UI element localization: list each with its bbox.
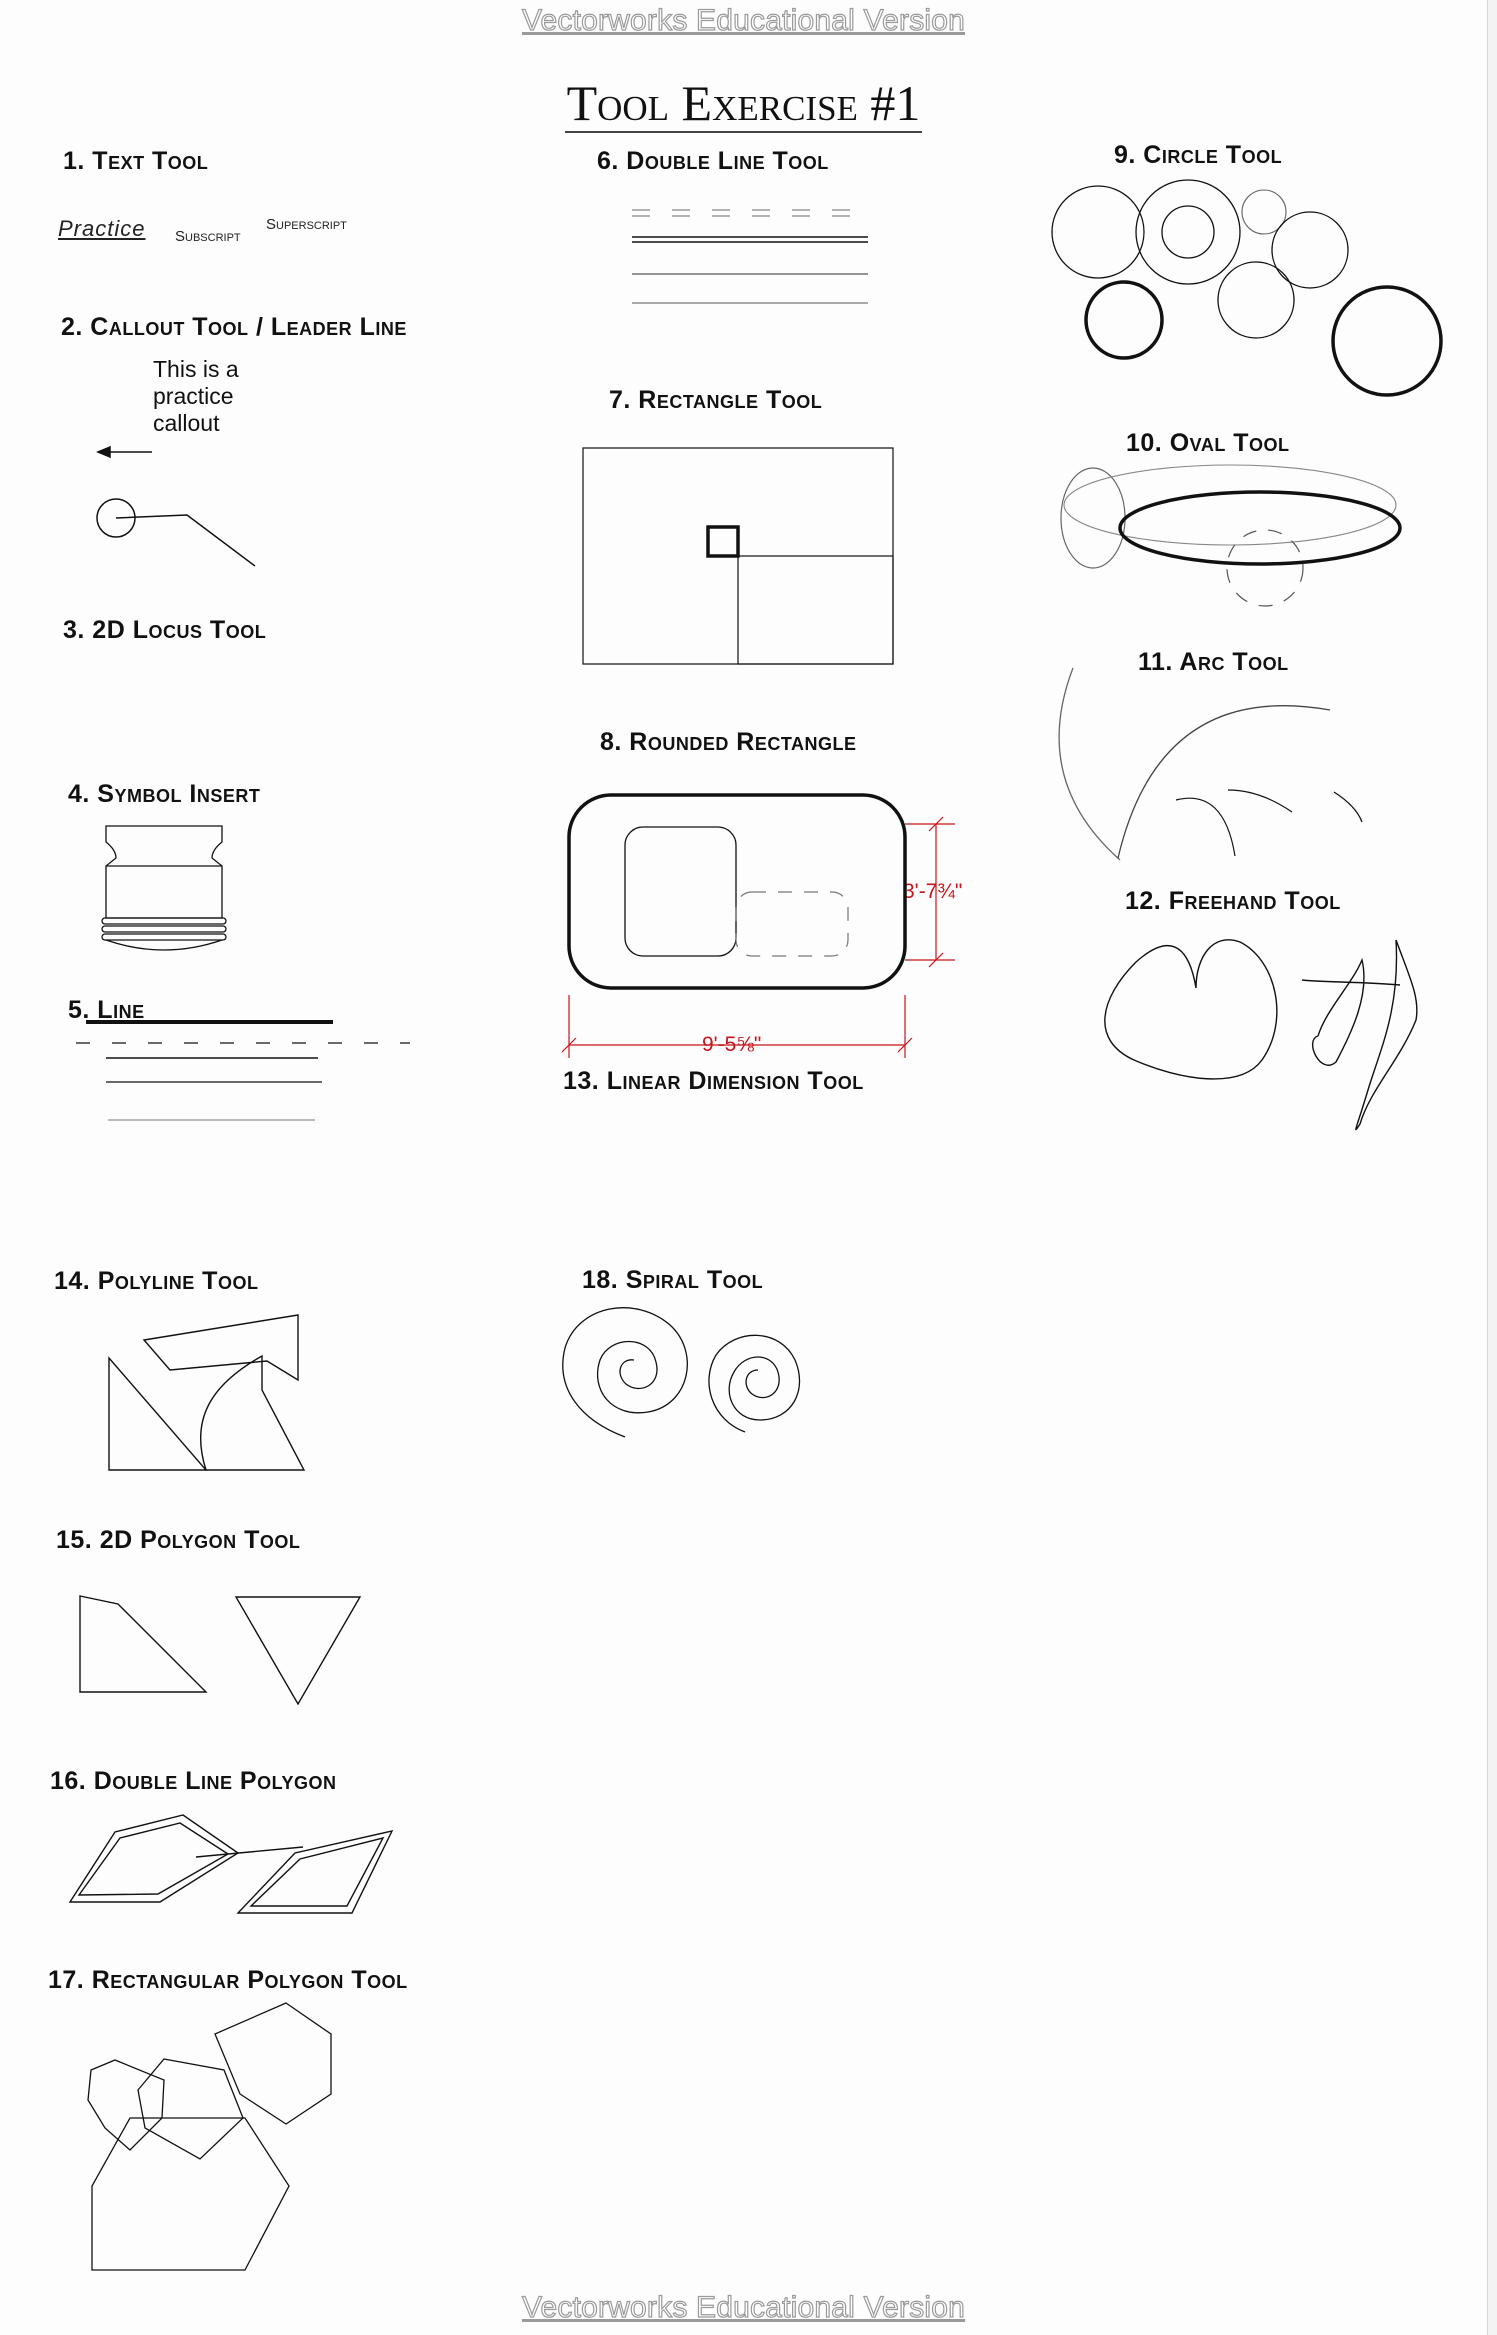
label-linear-dimension: 13. Linear Dimension Tool [563,1067,864,1095]
arc-samples [1059,668,1362,860]
dimension-height-text: 3'-7¾" [903,880,963,903]
label-symbol-insert: 4. Symbol Insert [68,780,261,808]
label-arc-tool: 11. Arc Tool [1138,648,1289,676]
symbol-insert-graphic [102,826,226,950]
text-sample-practice: Practice [58,216,146,241]
label-rectangle-tool: 7. Rectangle Tool [609,386,823,414]
watermark-top: Vectorworks Educational Version [521,4,966,37]
callout-line-1: This is a [153,356,239,382]
oval-samples [1061,465,1400,606]
double-line-polygon-samples [70,1815,392,1913]
callout-line-3: callout [153,410,220,436]
page-title-text: Tool Exercise #1 [566,75,921,131]
label-line-tool: 5. Line [68,996,145,1024]
linear-dimension-lines [562,817,955,1058]
label-polyline-tool: 14. Polyline Tool [54,1267,259,1295]
label-freehand-tool: 12. Freehand Tool [1125,887,1341,915]
rounded-rectangle-samples [569,795,905,988]
text-sample-subscript: Subscript [175,228,241,245]
label-spiral-tool: 18. Spiral Tool [582,1266,764,1294]
label-circle-tool: 9. Circle Tool [1114,141,1283,169]
label-locus-tool: 3. 2D Locus Tool [63,616,267,644]
label-rectangular-polygon: 17. Rectangular Polygon Tool [48,1966,408,1994]
text-sample-superscript: Superscript [266,216,347,233]
line-samples [76,1022,410,1120]
label-oval-tool: 10. Oval Tool [1126,429,1290,457]
label-rounded-rectangle: 8. Rounded Rectangle [600,728,857,756]
dimension-width-text: 9'-5⅝" [702,1033,762,1056]
callout-leader [97,447,255,566]
label-double-line-tool: 6. Double Line Tool [597,147,829,175]
watermark-bottom: Vectorworks Educational Version [521,2291,966,2324]
polygon-samples [80,1596,360,1704]
label-text-tool: 1. Text Tool [63,147,209,175]
rectangular-polygon-samples [88,2003,331,2270]
double-line-samples [632,210,868,303]
label-double-line-polygon: 16. Double Line Polygon [50,1767,337,1795]
callout-line-2: practice [153,383,234,409]
rectangle-samples [583,448,893,664]
label-callout-tool: 2. Callout Tool / Leader Line [61,313,407,341]
circle-samples [1052,180,1441,395]
spiral-samples [563,1308,800,1437]
polyline-samples [109,1315,304,1470]
label-polygon-tool: 15. 2D Polygon Tool [56,1526,301,1554]
freehand-samples [1105,940,1417,1130]
